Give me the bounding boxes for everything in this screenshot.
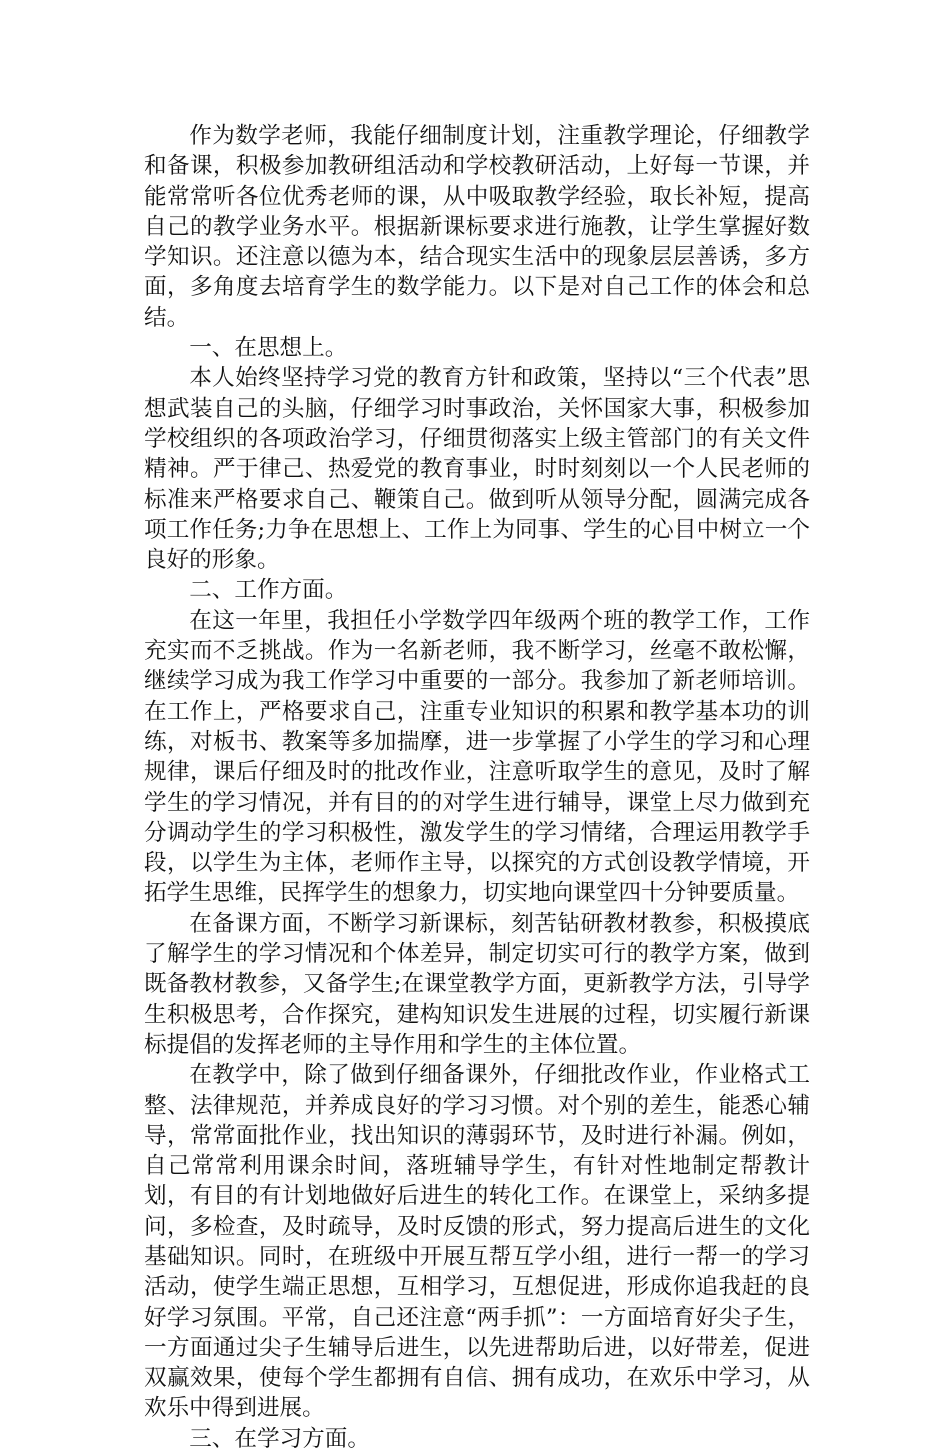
teaching-paragraph: 在教学中，除了做到仔细备课外，仔细批改作业，作业格式工整、法律规范，并养成良好的学习习惯。对个别的差生，能悉心辅导，常常面批作业，找出知识的薄弱环节，及时进行补漏。例如，自己常常利用课余时间，落班辅导学生，有针对性地制定帮教计划，有目的有计划地做好后进生的转化工作。在课堂上，采纳多提问，多检查，及时疏导，及时反馈的形式，努力提高后进生的文化基础知识。同时，在班级中开展互帮互学小组，进行一帮一的学习活动，使学生端正思想，互相学习，互想促进，形成你追我赶的良好学习氛围。平常，自己还注意“两手抓”：一方面培育好尖子生，一方面通过尖子生辅导后进生，以先进帮助后进，以好带差，促进双赢效果，使每个学生都拥有自信、拥有成功，在欢乐中学习，从欢乐中得到进展。 <box>144 1062 810 1422</box>
work-paragraph: 在这一年里，我担任小学数学四年级两个班的教学工作，工作充实而不乏挑战。作为一名新老师，我不断学习，丝毫不敢松懈，继续学习成为我工作学习中重要的一部分。我参加了新老师培训。在工作上，严格要求自己，注重专业知识的积累和教学基本功的训练，对板书、教案等多加揣摩，进一步掌握了小学生的学习和心理规律，课后仔细及时的批改作业，注意听取学生的意见，及时了解学生的学习情况，并有目的的对学生进行辅导，课堂上尽力做到充分调动学生的学习积极性，激发学生的学习情绪，合理运用教学手段，以学生为主体，老师作主导，以探究的方式创设教学情境，开拓学生思维，民挥学生的想象力，切实地向课堂四十分钟要质量。 <box>144 607 810 907</box>
section-heading-study: 三、在学习方面。 <box>189 1425 370 1452</box>
document-body <box>144 121 810 1454</box>
thought-paragraph: 本人始终坚持学习党的教育方针和政策，坚持以“三个代表”思想武装自己的头脑，仔细学习时事政治，关怀国家大事，积极参加学校组织的各项政治学习，仔细贯彻落实上级主管部门的有关文件精神。严于律己、热爱党的教育事业，时时刻刻以一个人民老师的标准来严格要求自己、鞭策自己。做到听从领导分配，圆满完成各项工作任务;力争在思想上、工作上为同事、学生的心目中树立一个良好的形象。 <box>144 365 810 574</box>
section-heading-thought: 一、在思想上。 <box>189 335 348 362</box>
section-heading-work: 二、工作方面。 <box>189 577 348 604</box>
intro-paragraph: 作为数学老师，我能仔细制度计划，注重教学理论，仔细教学和备课，积极参加教研组活动和学校教研活动，上好每一节课，并能常常听各位优秀老师的课，从中吸取教学经验，取长补短，提高自己的教学业务水平。根据新课标要求进行施教，让学生掌握好数学知识。还注意以德为本，结合现实生活中的现象层层善诱，多方面，多角度去培育学生的数学能力。以下是对自己工作的体会和总结。 <box>144 123 810 331</box>
lesson-prep-paragraph: 在备课方面，不断学习新课标，刻苦钻研教材教参，积极摸底了解学生的学习情况和个体差异，制定切实可行的教学方案，做到既备教材教参，又备学生;在课堂教学方面，更新教学方法，引导学生积极思考，合作探究，建构知识发生进展的过程，切实履行新课标提倡的发挥老师的主导作用和学生的主体位置。 <box>144 910 810 1058</box>
